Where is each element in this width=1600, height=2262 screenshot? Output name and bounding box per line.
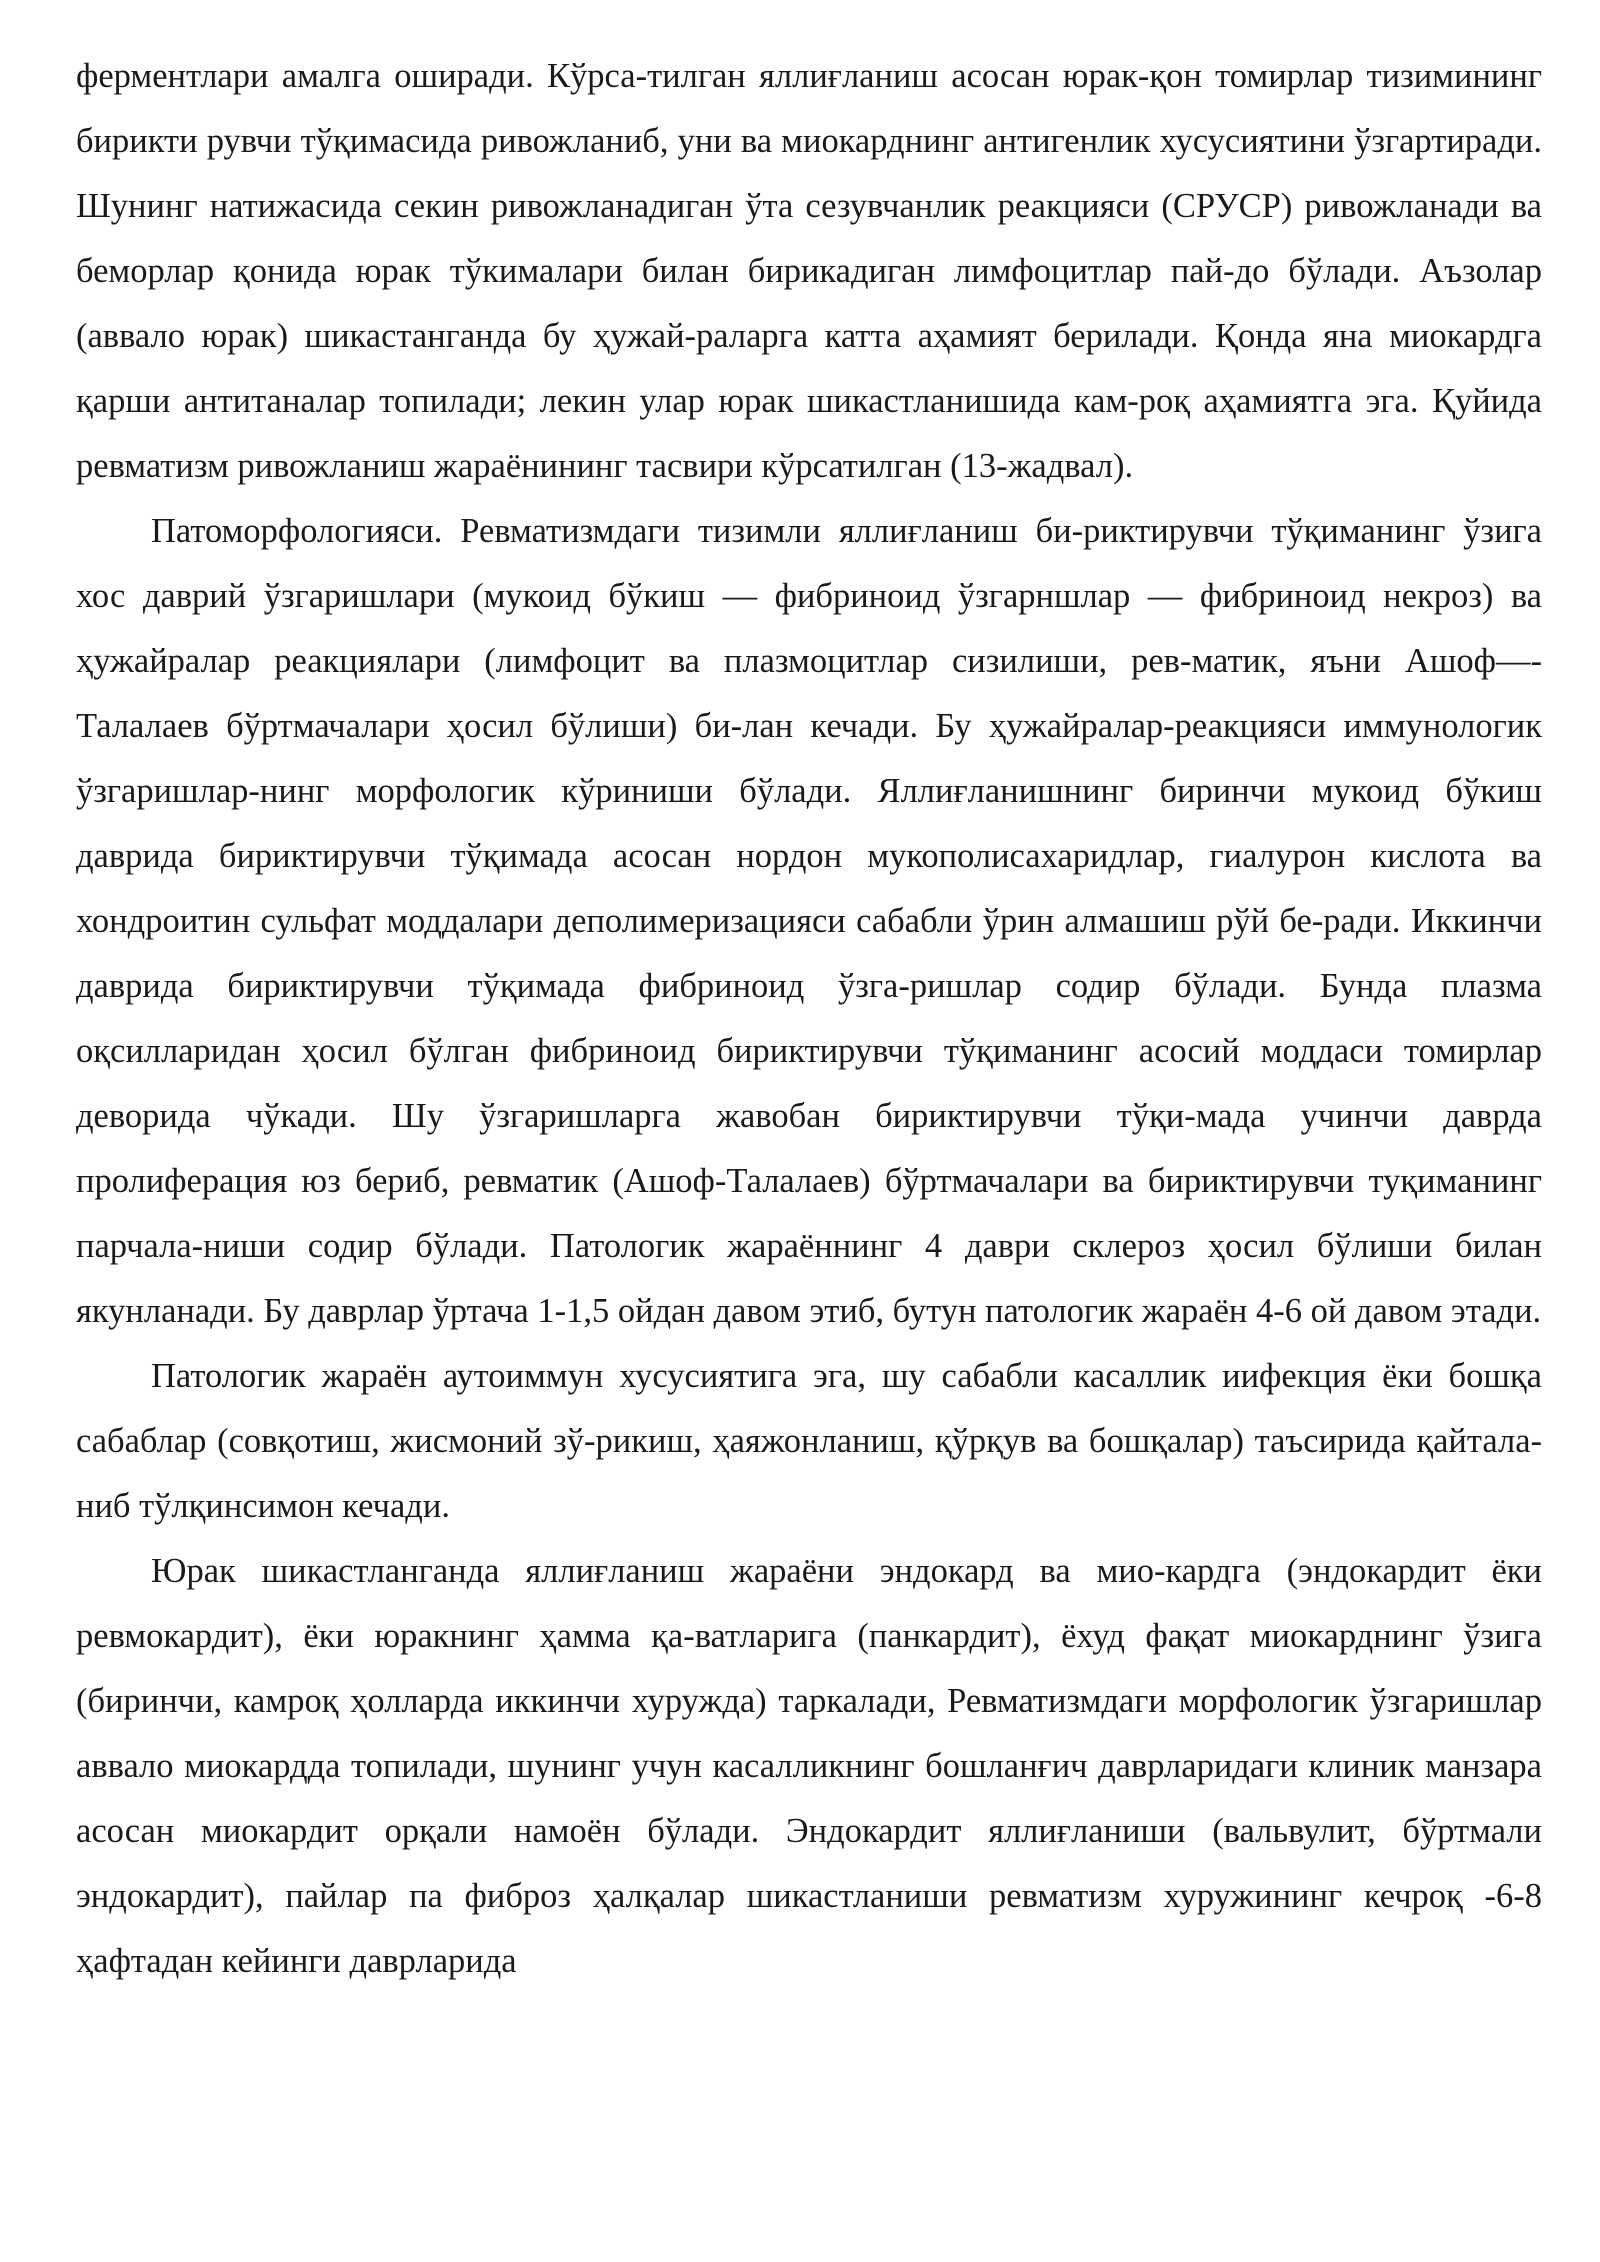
paragraph-4: Юрак шикастланганда яллиғланиш жараёни эндокард ва мио-кардга (эндокардит ёки ревмокардит), ёки юракнинг ҳамма қа-ватларига (панкардит), ёхуд фақат миокарднинг ўзига (биринчи, камроқ ҳолларда иккинчи хуружда) таркалади, Ревматизмдаги морфологик ўзгаришлар аввало миокардда топилади, шунинг учун касалликнинг бошланғич даврларидаги клиник манзара асосан миокардит орқали намоён бўлади. Эндокардит яллиғланиши (вальвулит, бўртмали эндокардит), пайлар па фиброз ҳалқалар шикастланиши ревматизм хуружининг кечроқ -6-8 ҳафтадан кейинги даврларида	[76, 1552, 1542, 1980]
paragraph-3: Патологик жараён аутоиммун хусусиятига эга, шу сабабли касаллик иифекция ёки бошқа сабаблар (совқотиш, жисмоний зў-рикиш, ҳаяжонланиш, қўрқув ва бошқалар) таъсирида қайтала-ниб тўлқинсимон кечади.	[76, 1357, 1542, 1525]
document-body	[76, 44, 1542, 1994]
paragraph-1: ферментлари амалга оширади. Кўрса-тилган яллиғланиш асосан юрак-қон томирлар тизимининг бирикти рувчи тўқимасида ривожланиб, уни ва миокарднинг антигенлик хусусиятини ўзгартиради. Шунинг натижасида секин ривожланадиган ўта сезувчанлик реакцияси (СРУСР) ривожланади ва беморлар қонида юрак тўкималари билан бирикадиган лимфоцитлар пай-до бўлади. Аъзолар (аввало юрак) шикастанганда бу ҳужай-раларга катта аҳамият берилади. Қонда яна миокардга қарши антитаналар топилади; лекин улар юрак шикастланишида кам-роқ аҳамиятга эга. Қуйида ревматизм ривожланиш жараёнининг тасвири кўрсатилган (13-жадвал).	[76, 57, 1542, 485]
paragraph-2: Патоморфологияси. Ревматизмдаги тизимли яллиғланиш би-риктирувчи тўқиманинг ўзига хос даврий ўзгаришлари (мукоид бўкиш — фибриноид ўзгарншлар — фибриноид некроз) ва ҳужайралар реакциялари (лимфоцит ва плазмоцитлар сизилиши, рев-матик, яъни Ашоф—- Талалаев бўртмачалари ҳосил бўлиши) би-лан кечади. Бу ҳужайралар-реакцияси иммунологик ўзгаришлар-нинг морфологик кўриниши бўлади. Яллиғланишнинг биринчи мукоид бўкиш даврида бириктирувчи тўқимада асосан нордон мукополисахаридлар, гиалурон кислота ва хондроитин сульфат моддалари деполимеризацияси сабабли ўрин алмашиш рўй бе-ради. Иккинчи даврида бириктирувчи тўқимада фибриноид ўзга-ришлар содир бўлади. Бунда плазма оқсилларидан ҳосил бўлган фибриноид бириктирувчи тўқиманинг асосий моддаси томирлар деворида чўкади. Шу ўзгаришларга жавобан бириктирувчи тўқи-мада учинчи даврда пролиферация юз бериб, ревматик (Ашоф-Талалаев) бўртмачалари ва бириктирувчи туқиманинг парчала-ниши содир бўлади. Патологик жараённинг 4 даври склероз ҳосил бўлиши билан якунланади. Бу даврлар ўртача 1-1,5 ойдан давом этиб, бутун патологик жараён 4-6 ой давом этади.	[76, 512, 1542, 1330]
